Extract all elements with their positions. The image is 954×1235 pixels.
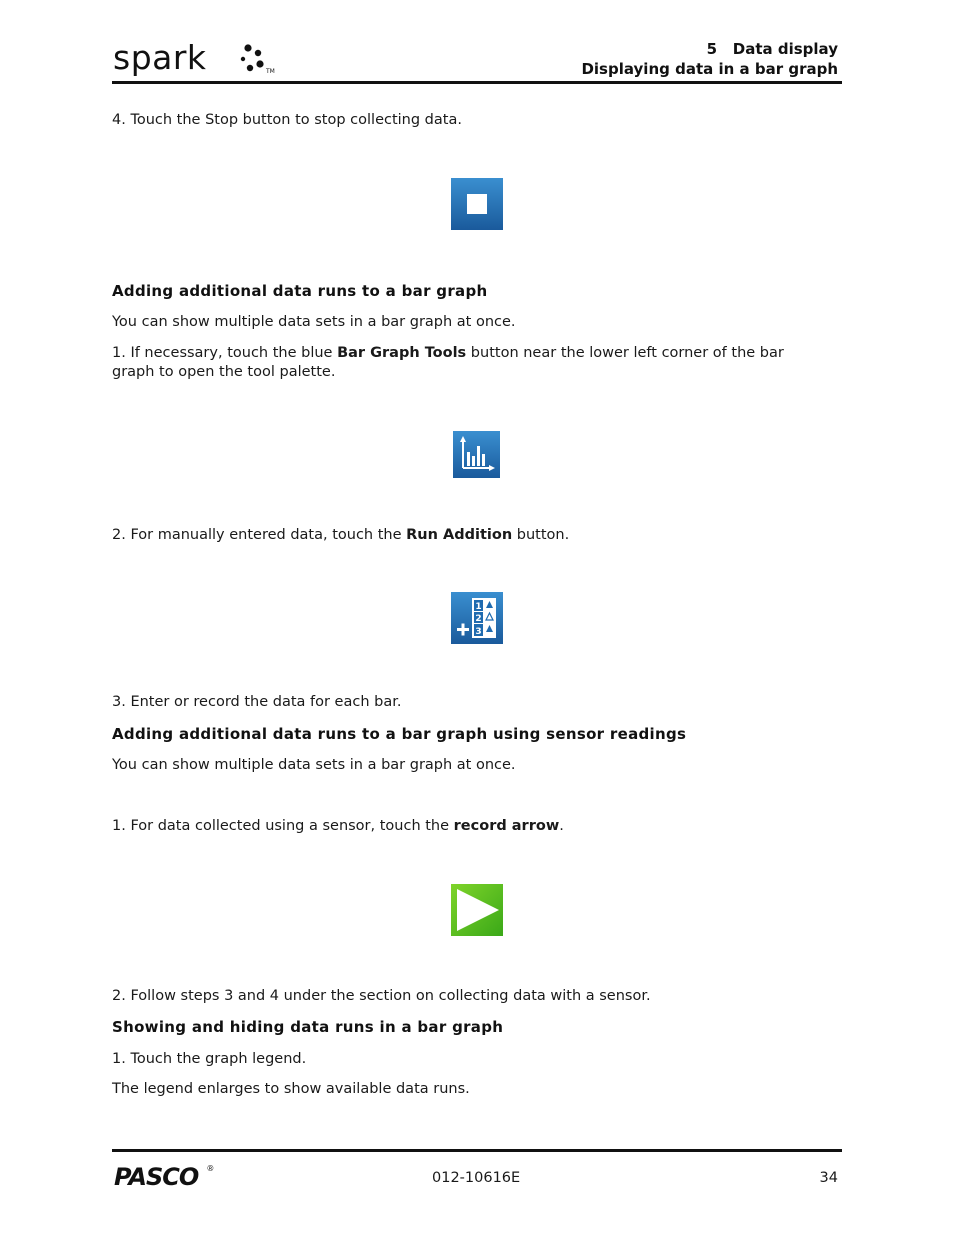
section-title: Displaying data in a bar graph: [581, 60, 838, 78]
step1-text-b: button near the lower left corner of the bar: [466, 345, 784, 361]
svg-text:TM: TM: [266, 68, 275, 75]
sensor-step2-text: 2. Follow steps 3 and 4 under the section on collecting data with a sensor.: [112, 988, 651, 1004]
record-button: [451, 884, 503, 940]
heading-additional-runs: Adding additional data runs to a bar graph: [112, 282, 488, 300]
record-arrow-icon: [451, 884, 503, 936]
step2-text-b: button.: [512, 527, 570, 543]
paragraph-multiple-sets: You can show multiple data sets in a bar graph at once.: [112, 314, 516, 330]
header-rule: [112, 81, 842, 84]
step2-text: [112, 526, 569, 545]
page-number: 34: [819, 1170, 838, 1186]
step1-bold: Bar Graph Tools: [337, 345, 467, 361]
step1-text-a: 1. If necessary, touch the blue: [112, 345, 338, 361]
bar-graph-tools-button: [453, 431, 500, 482]
run-number-1: 1: [475, 602, 482, 612]
show-step1-text: 1. Touch the graph legend.: [112, 1051, 307, 1067]
sensor-step1-text-a: 1. For data collected using a sensor, touch the: [112, 818, 454, 834]
step1-text-c: graph to open the tool palette.: [112, 364, 336, 380]
running-header: [581, 39, 838, 79]
sensor-step1-text-b: .: [559, 818, 564, 834]
footer-rule: [112, 1149, 842, 1152]
stop-icon: [451, 178, 503, 230]
sensor-step1-text: [112, 817, 564, 836]
pasco-logo: [114, 1162, 215, 1192]
run-addition-icon: [451, 592, 503, 644]
run-number-2: 2: [475, 614, 482, 624]
step2-text-a: 2. For manually entered data, touch the: [112, 527, 407, 543]
paragraph-multiple-sets-2: You can show multiple data sets in a bar graph at once.: [112, 757, 516, 773]
step-stop-text: 4. Touch the Stop button to stop collecting data.: [112, 112, 462, 128]
step3-text: 3. Enter or record the data for each bar.: [112, 694, 402, 710]
stop-button: [451, 178, 503, 234]
pasco-logo-text: PASCO: [114, 1163, 199, 1191]
document-number: 012-10616E: [432, 1170, 521, 1186]
run-addition-button: [451, 592, 503, 648]
show-paragraph: The legend enlarges to show available data runs.: [112, 1081, 470, 1097]
registered-mark: ®: [206, 1164, 215, 1173]
step1-text: [112, 344, 842, 382]
step2-bold: Run Addition: [406, 527, 513, 543]
sensor-step1-bold: record arrow: [453, 818, 560, 834]
spark-logo: [113, 38, 275, 78]
chapter-title: 5 Data display: [706, 40, 838, 58]
heading-sensor-runs: Adding additional data runs to a bar graph using sensor readings: [112, 725, 687, 743]
spark-logo-text: spark: [113, 38, 207, 77]
spark-dots-icon: [239, 42, 279, 76]
bar-graph-tools-icon: [453, 431, 500, 478]
heading-show-hide: Showing and hiding data runs in a bar graph: [112, 1018, 504, 1036]
run-number-3: 3: [475, 627, 482, 637]
